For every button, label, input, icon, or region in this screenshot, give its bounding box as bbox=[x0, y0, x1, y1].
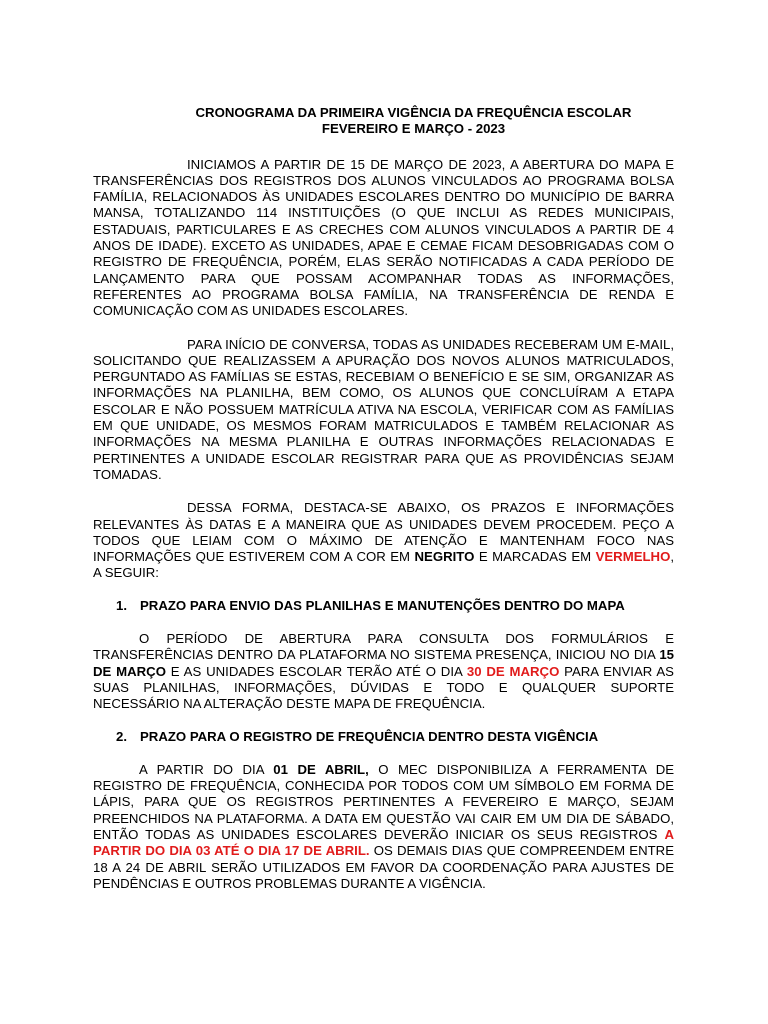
bold-date: 01 DE ABRIL, bbox=[273, 761, 369, 777]
section-heading-text: PRAZO PARA O REGISTRO DE FREQUÊNCIA DENTRO DESTA VIGÊNCIA bbox=[140, 728, 599, 744]
paragraph-intro: INICIAMOS A PARTIR DE 15 DE MARÇO DE 2023, A ABERTURA DO MAPA E TRANSFERÊNCIAS DOS REGISTROS DOS ALUNOS VINCULADOS AO PROGRAMA BOLSA FAMÍLIA, RELACIONADOS ÀS UNIDADES ESCOLARES DENTRO DO MUNICÍPIO DE BARRA MANSA, TOTALIZANDO 114 INSTITUIÇÕES (O QUE INCLUI AS REDES MUNICIPAIS, ESTADUAIS, PARTICULARES E AS CRECHES COM ALUNOS VINCULADOS A PARTIR DE 4 ANOS DE IDADE). EXCETO AS UNIDADES, APAE E CEMAE FICAM DESOBRIGADAS COM O REGISTRO DE FREQUÊNCIA, PORÉM, ELAS SERÃO NOTIFICADAS A CADA PERÍODO DE LANÇAMENTO PARA QUE POSSAM ACOMPANHAR TODAS AS INFORMAÇÕES, REFERENTES AO PROGRAMA BOLSA FAMÍLIA, NA TRANSFERÊNCIA DE RENDA E COMUNICAÇÃO COM AS UNIDADES ESCOLARES. bbox=[93, 156, 674, 319]
section-1-heading bbox=[116, 598, 674, 614]
paragraph-text: A PARTIR DO DIA bbox=[139, 761, 274, 777]
section-1-paragraph bbox=[93, 631, 674, 712]
paragraph-text: E AS UNIDADES ESCOLAR TERÃO ATÉ O DIA bbox=[165, 663, 467, 679]
section-heading-text: PRAZO PARA ENVIO DAS PLANILHAS E MANUTENÇÕES DENTRO DO MAPA bbox=[140, 597, 625, 613]
document-page bbox=[93, 105, 674, 892]
section-2-heading bbox=[116, 729, 674, 745]
red-date: 30 DE MARÇO bbox=[466, 663, 560, 679]
section-number: 1. bbox=[116, 597, 127, 613]
paragraph-text: PARA ENVIAR AS SUAS PLANILHAS, INFORMAÇÕES, DÚVIDAS E TODO E QUALQUER SUPORTE NECESSÁRIO NA ALTERAÇÃO DESTE MAPA DE FREQUÊNCIA. bbox=[93, 663, 674, 712]
section-2-paragraph bbox=[93, 762, 674, 892]
paragraph-text: O PERÍODO DE ABERTURA PARA CONSULTA DOS FORMULÁRIOS E TRANSFERÊNCIAS DENTRO DA PLATAFORMA NO SISTEMA PRESENÇA, INICIOU NO DIA bbox=[93, 631, 674, 663]
paragraph-text: O MEC DISPONIBILIZA A FERRAMENTA DE REGISTRO DE FREQUÊNCIA, CONHECIDA POR TODOS COM UM SÍMBOLO EM FORMA DE LÁPIS, PARA QUE OS REGISTROS PERTINENTES A FEVEREIRO E MARÇO, SEJAM PREENCHIDOS NA PLATAFORMA. A DATA EM QUESTÃO VAI CAIR EM UM DIA DE SÁBADO, ENTÃO TODAS AS UNIDADES ESCOLARES DEVERÃO INICIAR OS SEUS REGISTROS bbox=[93, 761, 675, 842]
paragraph-text: E MARCADAS EM bbox=[474, 549, 596, 565]
bold-keyword: NEGRITO bbox=[414, 549, 475, 565]
paragraph-highlights bbox=[93, 500, 674, 581]
paragraph-text: , A SEGUIR: bbox=[93, 549, 674, 581]
paragraph-conversation: PARA INÍCIO DE CONVERSA, TODAS AS UNIDADES RECEBERAM UM E-MAIL, SOLICITANDO QUE REALIZASSEM A APURAÇÃO DOS NOVOS ALUNOS MATRICULADOS, PERGUNTADO AS FAMÍLIAS SE ESTAS, RECEBIAM O BENEFÍCIO E SE SIM, ORGANIZAR AS INFORMAÇÕES NA PLANILHA, BEM COMO, OS ALUNOS QUE CONCLUÍRAM A ETAPA ESCOLAR E NÃO POSSUEM MATRÍCULA ATIVA NA ESCOLA, VERIFICAR COM AS FAMÍLIAS EM QUE UNIDADE, OS MESMOS FORAM MATRICULADOS E TAMBÉM RELACIONAR AS INFORMAÇÕES NA MESMA PLANILHA E OUTRAS INFORMAÇÕES RELACIONADAS E PERTINENTES A UNIDADE ESCOLAR REGISTRAR PARA QUE AS PROVIDÊNCIAS SEJAM TOMADAS. bbox=[93, 336, 674, 482]
bold-date: 15 DE MARÇO bbox=[93, 647, 674, 679]
red-date-range: A PARTIR DO DIA 03 ATÉ O DIA 17 DE ABRIL. bbox=[93, 826, 674, 859]
document-subtitle: FEVEREIRO E MARÇO - 2023 bbox=[321, 121, 506, 137]
paragraph-text: DESSA FORMA, DESTACA-SE ABAIXO, OS PRAZOS E INFORMAÇÕES RELEVANTES ÀS DATAS E A MANEIRA QUE AS UNIDADES DEVEM PROCEDEM. PEÇO A TODOS QUE LEIAM COM O MÁXIMO DE ATENÇÃO E MANTENHAM FOCO NAS INFORMAÇÕES QUE ESTIVEREM COM A COR EM bbox=[93, 500, 674, 565]
red-keyword: VERMELHO bbox=[595, 549, 671, 565]
section-number: 2. bbox=[116, 728, 127, 744]
paragraph-text: OS DEMAIS DIAS QUE COMPREENDEM ENTRE 18 A 24 DE ABRIL SERÃO UTILIZADOS EM FAVOR DA COORDENAÇÃO PARA AJUSTES DE PENDÊNCIAS E OUTROS PROBLEMAS DURANTE A VIGÊNCIA. bbox=[93, 843, 675, 891]
document-title: CRONOGRAMA DA PRIMEIRA VIGÊNCIA DA FREQUÊNCIA ESCOLAR bbox=[195, 105, 632, 120]
